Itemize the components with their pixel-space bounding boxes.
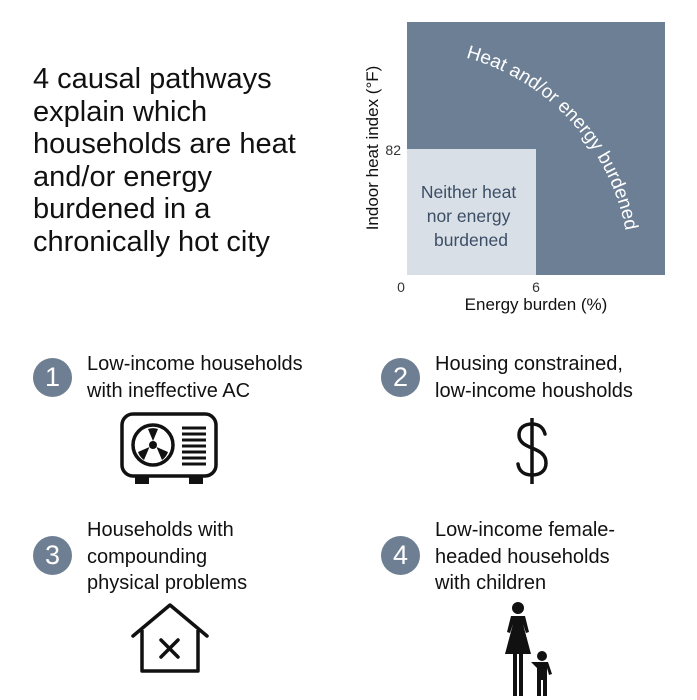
- pathway-label: Low-income households with ineffective AC: [87, 353, 303, 402]
- pathway-number-badge: 3: [33, 536, 72, 575]
- pathway-label: Housing constrained, low-income housholds: [435, 353, 633, 402]
- pathway-label: Low-income female- headed households with children: [435, 519, 616, 594]
- pathway-2: [381, 354, 691, 504]
- damaged-house-icon: [130, 602, 210, 674]
- x-threshold-tick-label: 6: [532, 279, 540, 295]
- outer-region-label: Heat and/or energy burdened: [464, 42, 642, 232]
- x-origin-tick-label: 0: [397, 279, 405, 295]
- y-threshold-tick-label: 82: [385, 142, 401, 158]
- pathway-number-badge: 1: [33, 358, 72, 397]
- mother-child-icon: [500, 602, 560, 698]
- burden-quadrant-diagram: [0, 0, 697, 330]
- pathway-4: [381, 519, 691, 693]
- x-axis-label: Energy burden (%): [464, 295, 608, 314]
- inner-region-label: Neither heat nor energy burdened: [420, 182, 517, 250]
- y-axis-label: Indoor heat index (°F): [363, 65, 382, 231]
- pathway-label: Households with compounding physical problems: [87, 519, 248, 594]
- pathway-number-badge: 2: [381, 358, 420, 397]
- dollar-sign-icon: [514, 416, 550, 486]
- pathway-1: [33, 354, 353, 504]
- headline: 4 causal pathways explain which households are heat and/or energy burdened in a chronically hot city: [33, 63, 296, 258]
- air-conditioner-icon: [120, 411, 220, 487]
- pathway-3: [33, 519, 353, 693]
- pathway-number-badge: 4: [381, 536, 420, 575]
